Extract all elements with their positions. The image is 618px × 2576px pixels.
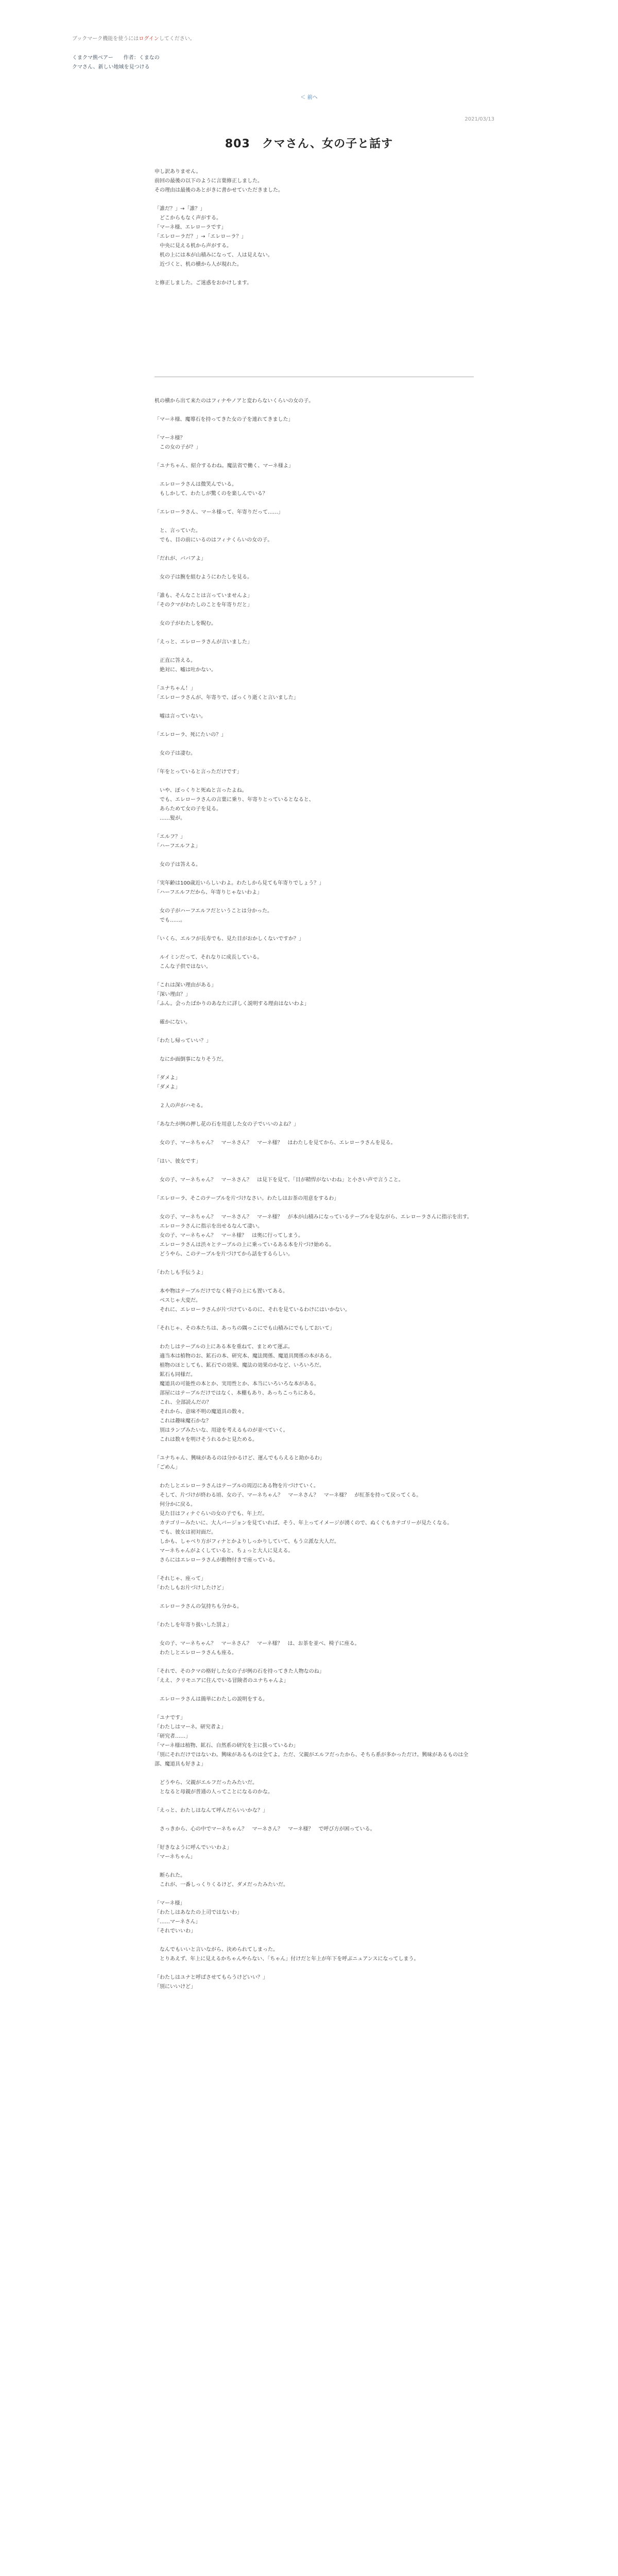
body-paragraph: 「ユナちゃん、興味があるのは分かるけど、運んでもらえると助かるわ」 「ごめん」 xyxy=(154,1455,325,1470)
body-paragraph: 「マーネ様、魔導石を持ってきた女の子を連れてきました」 xyxy=(154,417,294,422)
body-paragraph: なにか面倒事になりそうだ。 xyxy=(154,1057,227,1062)
body-paragraph: 女の子、マーネちゃん？ マーネさん？ マーネ様？ は、お茶を並べ、椅子に座る。 わたしとエレローラさんも座る。 xyxy=(159,1641,360,1656)
preface-paragraph: 申し訳ありません。 前回の最後の以下のように言葉修正しました。 その理由は最後のあとがきに書かせていただきました。 xyxy=(154,169,283,193)
preface-paragraph: 「誰だ？」→「誰？」 どこからもなく声がする。 「マーネ様、エレローラです」 「エレローラだ？」→「エレローラ？」 中央に見える机から声がする。 机の上には本が山積みになって、人は見えない。 近づくと、机の横から人が現れた。 xyxy=(154,206,273,267)
body-paragraph: 「年をとっていると言っただけです」 xyxy=(154,769,242,775)
body-paragraph: なんでもいいと言いながら、決められてしまった。 とりあえず、年上に見えるかちゃんやらない、「ちゃん」付けだと年上が年下を呼ぶニュアンスになってしまう。 xyxy=(159,1947,419,1962)
body-paragraph: 「わたしはユナと呼ばさせてもらうけどいい？」 「別にいいけど」 xyxy=(154,1975,268,1990)
body-paragraph: 女の子は腕を組むようにわたしを見る。 xyxy=(154,574,252,580)
body-paragraph: 「ユナちゃん、紹介するわね。魔法省で働く、マーネ様よ」 xyxy=(154,463,294,469)
chapter-nav xyxy=(0,93,618,100)
body-paragraph: 「わたし帰っていい？」 xyxy=(154,1038,211,1044)
body-paragraph: 正直に答える。 絶対に、嘘は吐かない。 xyxy=(159,658,216,673)
body-paragraph: 「わたしも手伝うよ」 xyxy=(154,1270,206,1276)
login-notice-prefix: ブックマーク機能を使うには xyxy=(72,36,139,42)
preface-paragraph: と修正しました。ご迷惑をおかけします。 xyxy=(154,280,252,286)
novel-title-link[interactable]: くまクマ熊ベアー 作者：くまなの xyxy=(72,55,160,61)
body-paragraph: 確かにない。 xyxy=(154,1020,191,1025)
body-paragraph: 「誰も、そんなことは言っていませんよ」 「そのクマがわたしのことを年寄りだと」 xyxy=(154,593,252,608)
body-paragraph: 女の子、マーネちゃん？ マーネさん？ マーネ様？ はわたしを見てから、エレローラさんを見る。 xyxy=(154,1140,396,1146)
body-paragraph: 女の子がわたしを睨む。 xyxy=(154,621,216,626)
body-paragraph: 女の子がハーフエルフだということは分かった。 でも……。 xyxy=(159,908,272,923)
login-notice-suffix: してください。 xyxy=(159,36,195,42)
chapter-body xyxy=(154,397,474,2001)
body-paragraph: 机の横から出て来たのはフィナやノアと変わらないくらいの女の子。 xyxy=(154,398,314,404)
chapter-title: 803 クマさん、女の子と話す xyxy=(225,138,393,150)
body-paragraph: 「それじゃ、座って」 「わたしもお片づけしたけど」 xyxy=(154,1576,227,1591)
body-paragraph: 「わたしを年寄り扱いした罰よ」 xyxy=(154,1622,232,1628)
preface xyxy=(154,167,474,297)
body-paragraph: いや、ぽっくりと死ぬと言ったよね。 でも、エレローラさんの言葉に乗り、年寄りとっているとなると、 あらためて女の子を見る。 ……髪が。 xyxy=(159,788,314,821)
section-title-link[interactable]: クマさん、新しい地域を見つける xyxy=(72,64,150,70)
body-paragraph: 女の子は答える。 xyxy=(154,862,201,868)
body-paragraph: わたしはテーブルの上にある本を重ねて、まとめて運ぶ。 適当本は植物のお、鉱石の本、研究本、魔法関係、魔道具関係の本がある。 植物のほとしても、鉱石での効果、魔法の効果のかなど、いろいろだ。 鉱石も同様だ。 魔道具の可能性の本とか、実用性とか、本当にいろいろな本がある。 部屋にはテーブルだけではなく、本棚もあり、あっちこっちにある。 これ、全部読んだの？ それから、意味不明の魔道具の数々。 これは趣味魔石かな？ 別はランプみたいな、用途を考えるものが並べていく。 これは数々を明けそうれるかと見ためる。 xyxy=(159,1344,335,1443)
body-paragraph: と、言っていた。 でも、目の前にいるのはフィナくらいの女の子。 xyxy=(159,528,273,543)
body-paragraph: エレローラさんの気持ちも分かる。 xyxy=(154,1604,242,1609)
body-paragraph: 「エレローラさん、マーネ様って、年寄りだって……」 xyxy=(154,510,283,515)
body-paragraph: 「えっと、エレローラさんが言いました」 xyxy=(154,639,252,645)
body-paragraph: さっきから、心の中でマーネちゃん？ マーネさん？ マーネ様？ で呼び方が困っている。 xyxy=(154,1826,375,1832)
prev-chapter-link[interactable]: ＜ 前へ xyxy=(300,95,318,100)
login-notice xyxy=(72,34,195,42)
body-paragraph: 本や物はテーブルだけでなく椅子の上にも置いてある。 ベスじゃ大変だ。 それに、エレローラさんが片づけているのに、それを見ているわけにはいかない。 xyxy=(159,1289,350,1313)
body-paragraph: 「はい、彼女です」 xyxy=(154,1159,201,1164)
body-paragraph: 断られた。 これが、一番しっくりくるけど、ダメだったみたいだ。 xyxy=(159,1873,288,1888)
body-paragraph: 「好きなように呼んでいいわよ」 「マーネちゃん」 xyxy=(154,1845,232,1860)
body-paragraph: 「だれが、ババアよ」 xyxy=(154,556,206,562)
body-paragraph: 「それじゃ、その本たちは、あっちの隅っこにでも山積みにでもしておいて」 xyxy=(154,1326,335,1331)
body-paragraph: 「それで、そのクマの格好した女の子が例の石を持ってきた人物なのね」 「ええ、クリモニアに住んでいる冒険者のユナちゃんよ」 xyxy=(154,1669,324,1684)
body-paragraph: 「えっと、わたしはなんて呼んだらいいかな？」 xyxy=(154,1808,268,1814)
publish-date: 2021/03/13 xyxy=(465,116,494,122)
body-paragraph: 「マーネ様？ この女の子が？」 xyxy=(154,435,201,450)
body-paragraph: 「マーネ様」 「わたしはあなたの上司ではないわ」 「……マーネさん」 「それでいいわ」 xyxy=(154,1901,242,1934)
body-paragraph: 女の子、マーネちゃん？ マーネさん？ マーネ様？ が本が山積みになっているテーブルを見ながら、エレローラさんに指示を出す。 エレローラさんに指示を出せるなんて凄い。 女の子、マーネちゃん？ マーネ様？ は奥に行ってしまう。 エレローラさんは渋々とテーブルの上に乗っているある本を片づけ始める。 どうやら、このテーブルを片づけてから話をするらしい。 xyxy=(159,1214,472,1257)
body-paragraph: 「ユナです」 「わたしはマーネ。研究者よ」 「研究者……」 「マーネ様は植物、鉱石、自然系の研究を主に扱っているわ」 「別にそれだけではないわ。興味があるものは全てよ。ただ、父親がエルフだったから、そちら系が多かっただけ。興味があるものは全部、魔道具も好きよ」 xyxy=(154,1715,469,1767)
body-paragraph: エレローラさんは簡単にわたしの説明をする。 xyxy=(154,1697,268,1702)
login-link[interactable]: ログイン xyxy=(139,36,159,42)
body-paragraph: 女の子、マーネちゃん？ マーネさん？ は見下を見て、「目が精悍がないわね」と小さい声で言うこと。 xyxy=(154,1177,404,1183)
body-paragraph: 「あなたが例の押し花の石を用意した女の子でいいのよね？」 xyxy=(154,1122,299,1127)
breadcrumb xyxy=(72,54,160,72)
body-paragraph: ２人の声がハモる。 xyxy=(154,1103,206,1109)
body-paragraph: 「エレローラ、そこのテーブルを片づけなさい。わたしはお茶の用意をするわ」 xyxy=(154,1196,339,1201)
body-paragraph: どうやら、父親がエルフだったみたいだ。 となると母親が普通の人ってことになるのかな。 xyxy=(159,1780,273,1795)
body-paragraph: 嘘は言っていない。 xyxy=(154,714,206,719)
body-paragraph: 「実年齢は100歳近いらしいわよ。わたしから見ても年寄りでしょう？」 「ハーフエルフだから、年寄りじゃないわよ」 xyxy=(154,880,324,895)
body-paragraph: 「ダメよ」 「ダメよ」 xyxy=(154,1075,180,1090)
body-paragraph: 「いくら、エルフが長寿でも、見た目がおかしくないですか？」 xyxy=(154,936,304,942)
body-paragraph: 「エルフ？」 「ハーフエルフよ」 xyxy=(154,834,200,849)
body-paragraph: 「ユナちゃん！」 「エレローラさんが、年寄りで、ぽっくり逝くと言いました」 xyxy=(154,686,299,701)
body-paragraph: エレローラさんは微笑んでいる。 もしかして、わたしが驚くのを楽しんでいる？ xyxy=(159,482,268,497)
body-paragraph: 「エレローラ、死にたいの？」 xyxy=(154,732,227,738)
body-paragraph: 女の子は凄む。 xyxy=(154,751,196,756)
body-paragraph: わたしとエレローラさんはテーブルの周辺にある物を片づけていく。 そして、片づけが終わる頃、女の子、マーネちゃん？ マーネさん？ マーネ様？ が紅茶を持って戻ってくる。 何分かに戻る。 見た目はフィナぐらいの女の子でも、年上だ。 カテゴリーみたいに、大人バージョンを見ていれば、そう、年上ってイメージが湧くので、ぬくぐもカテゴリーが見たくなる。 でも、彼女は初対面だ。 しかも、しゃべり方がフィナとかよりしっかりしていて、もう立派な大人だ。 マーネちゃんがよくしていると、ちょっと大人に見える。 さらにはエレローラさんが動物付きで座っている。 xyxy=(159,1483,453,1563)
body-paragraph: 「これは深い理由がある」 「深い理由？」 「ふん。会ったばかりのあなたに詳しく説明する理由はないわよ」 xyxy=(154,982,310,1007)
body-paragraph: ルイミンだって、それなりに成長している。 こんな子供ではない。 xyxy=(159,955,263,970)
